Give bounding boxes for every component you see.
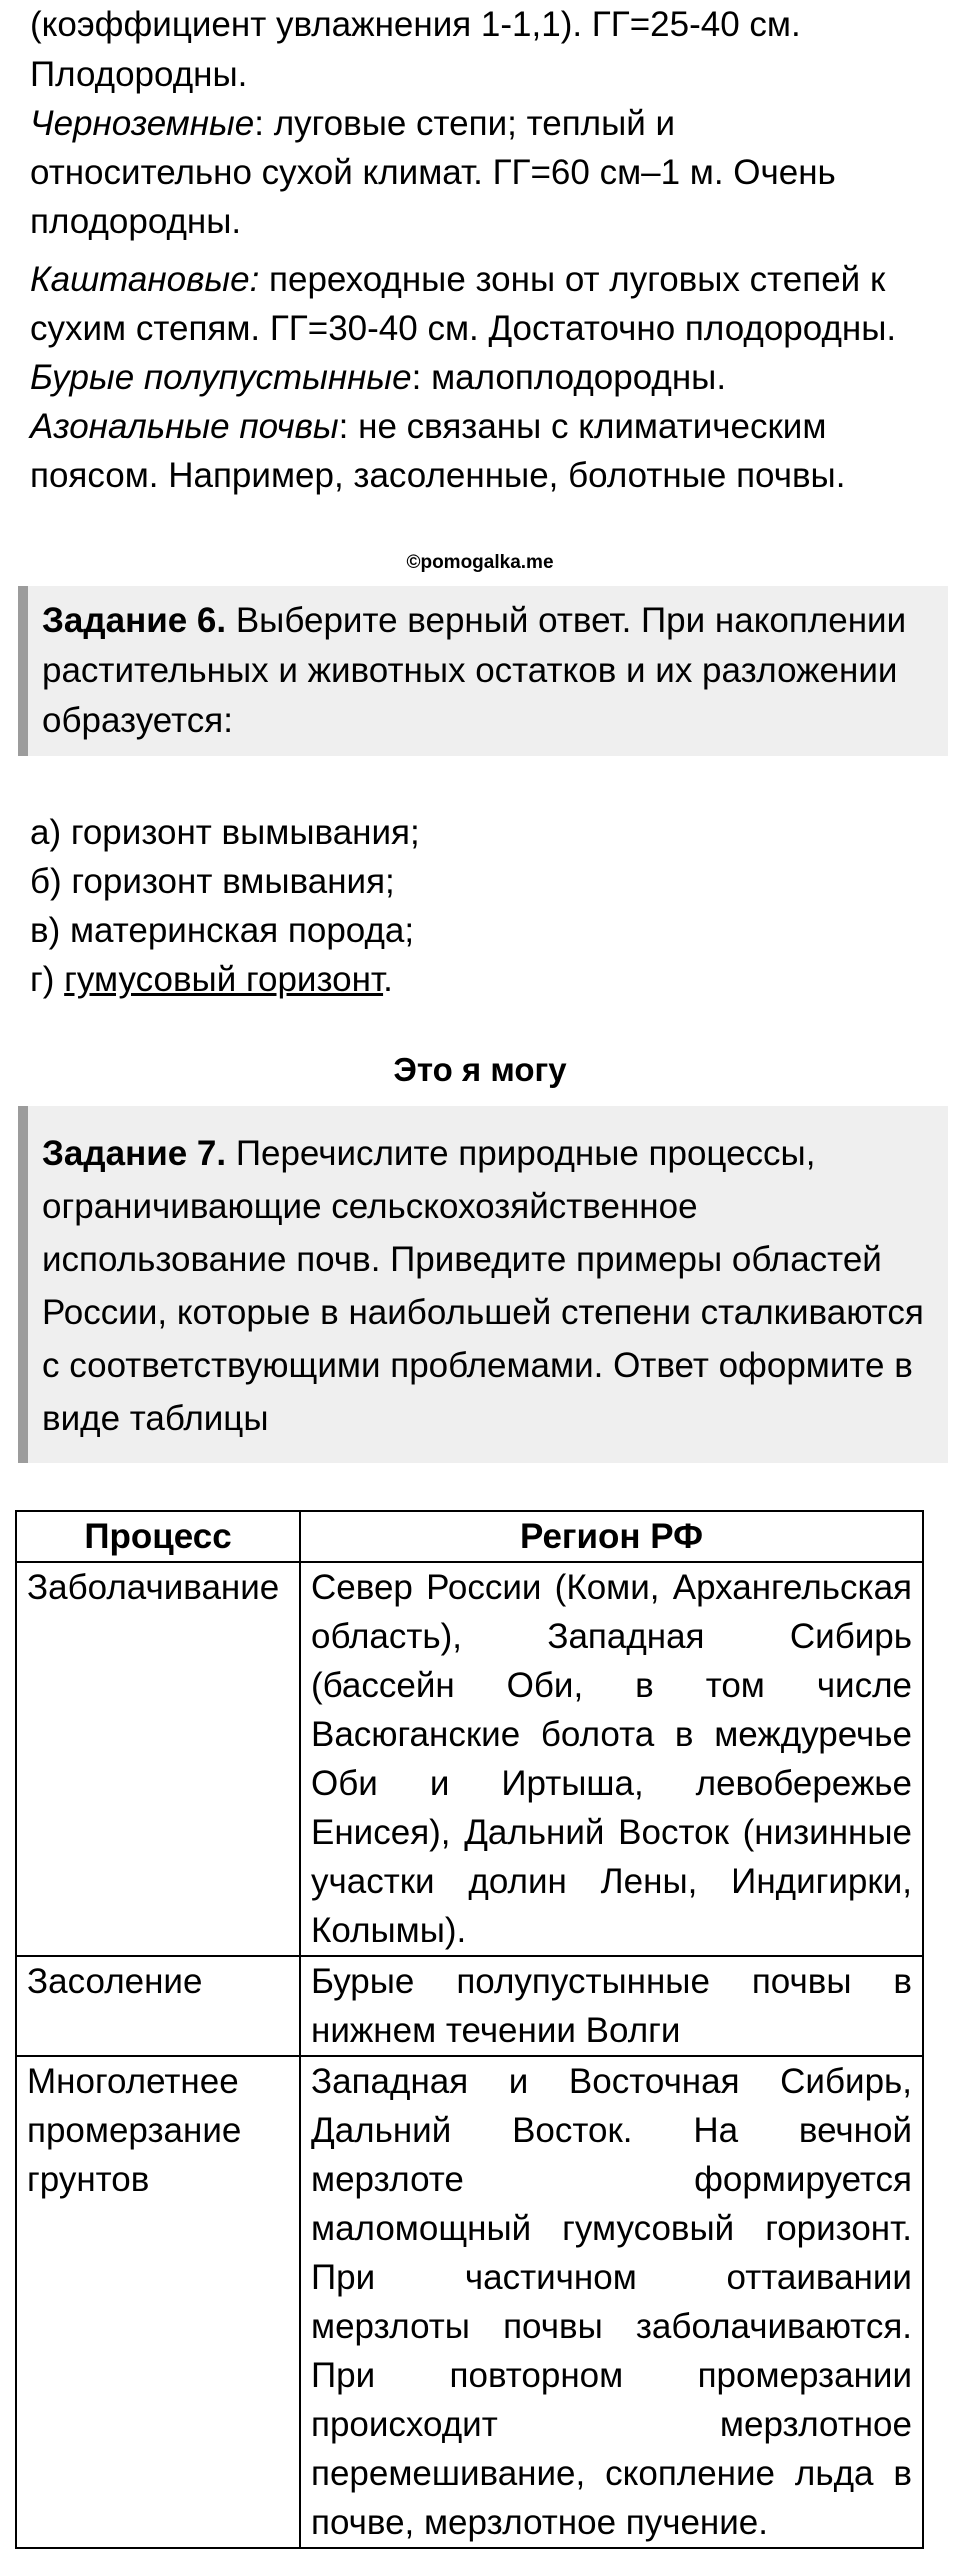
table-row [16, 1562, 923, 1956]
option-prefix: г) [30, 960, 65, 999]
process-cell: Заболачивание [16, 1562, 300, 1956]
process-cell: Засоление [16, 1956, 300, 2056]
region-cell: Западная и Восточная Сибирь, Дальний Восток. На вечной мерзлоте формируется маломощный гумусовый горизонт. При частичном оттаивании мерзлоты почвы заболачиваются. При повторном промерзании происходит мерзлотное перемешивание, скопление льда в почве, мерзлотное пучение. [300, 2056, 923, 2548]
soil-desc: : не связаны с климатическим [338, 407, 827, 446]
region-cell: Север России (Коми, Архангельская область), Западная Сибирь (бассейн Оби, в том числе Васюганские болота в междуречье Оби и Иртыша, левобережье Енисея), Дальний Восток (низинные участки долин Лены, Индигирки, Колымы). [300, 1562, 923, 1956]
soil-azonal [30, 402, 826, 451]
column-header: Регион РФ [300, 1511, 923, 1562]
intro-line: (коэффициент увлажнения 1-1,1). ГГ=25-40 см. [30, 5, 801, 44]
soil-chestnut [30, 255, 885, 304]
option-b: б) горизонт вмывания; [30, 862, 395, 901]
task-text: Выберите верный ответ. При накоплении растительных и животных остатков и их разложении образуется: [42, 601, 907, 740]
intro-line: поясом. Например, засоленные, болотные почвы. [30, 456, 846, 495]
intro-line: сухим степям. ГГ=30-40 см. Достаточно плодородны. [30, 309, 897, 348]
process-region-table [15, 1510, 924, 2549]
watermark: ©pomogalka.me [406, 552, 554, 573]
soil-term: Черноземные [30, 104, 255, 143]
intro-line: плодородны. [30, 202, 242, 241]
soil-brown [30, 353, 726, 402]
soil-term: Бурые полупустынные [30, 358, 412, 397]
region-cell: Бурые полупустынные почвы в нижнем течении Волги [300, 1956, 923, 2056]
soil-term: Азональные почвы [30, 407, 339, 446]
soil-term: Каштановые: [30, 260, 260, 299]
option-d [30, 955, 393, 1004]
task-label: Задание 6. [42, 601, 227, 640]
section-heading: Это я могу [393, 1051, 567, 1088]
option-suffix: . [383, 960, 393, 999]
soil-desc: переходные зоны от луговых степей к [259, 260, 886, 299]
column-header: Процесс [16, 1511, 300, 1562]
soil-desc: : луговые степи; теплый и [254, 104, 676, 143]
task-6-box [18, 586, 948, 756]
task-label: Задание 7. [42, 1134, 227, 1173]
intro-line: относительно сухой климат. ГГ=60 см–1 м. Очень [30, 153, 836, 192]
table-row [16, 1956, 923, 2056]
table-row [16, 2056, 923, 2548]
task-7-box [18, 1106, 948, 1463]
soil-chernozem [30, 99, 675, 148]
intro-line: Плодородны. [30, 55, 248, 94]
option-a: а) горизонт вымывания; [30, 813, 420, 852]
process-cell: Многолетнее промерзание грунтов [16, 2056, 300, 2548]
correct-answer: гумусовый горизонт [64, 960, 384, 999]
soil-desc: : малоплодородны. [411, 358, 727, 397]
table-header-row [16, 1511, 923, 1562]
option-c: в) материнская порода; [30, 911, 415, 950]
task-text: Перечислите природные процессы, ограничивающие сельскохозяйственное использование почв. Приведите примеры областей России, которые в наибольшей степени сталкиваются с соответствующими проблемами. Ответ оформите в виде таблицы [42, 1134, 924, 1438]
